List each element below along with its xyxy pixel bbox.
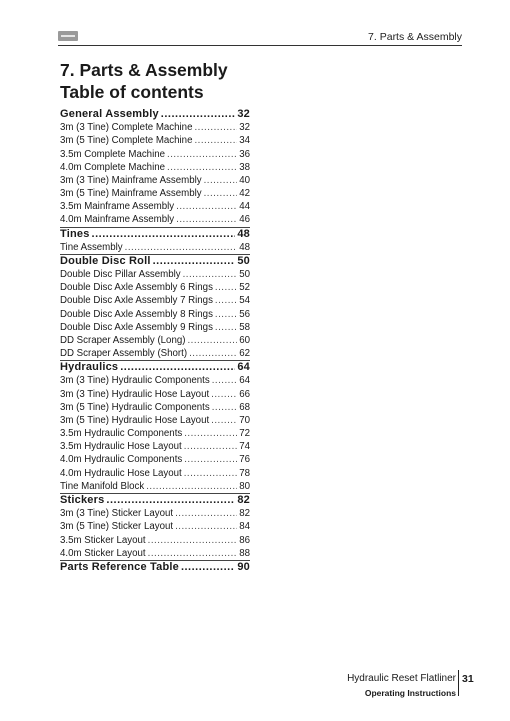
dot-leader [189,347,237,360]
toc-entry-label: DD Scraper Assembly (Long) [60,334,186,346]
toc-entry-label: 4.0m Complete Machine [60,161,165,173]
footer-document-subtitle: Operating Instructions [364,688,456,698]
toc-section-heading[interactable] [60,228,250,241]
toc-section-heading[interactable] [60,108,250,121]
toc-entry-label: 3.5m Hydraulic Components [60,428,183,440]
toc-section [60,228,250,254]
dot-leader [106,494,235,507]
dot-leader [194,121,237,134]
toc-entry[interactable] [60,453,250,466]
toc-entry-page: 36 [239,148,250,160]
toc-entry[interactable] [60,440,250,453]
toc-section-heading-label: Parts Reference Table [60,560,179,573]
toc-section [60,561,250,574]
toc-entry[interactable] [60,281,250,294]
header-section-title: 7. Parts & Assembly [368,31,462,43]
toc-section-heading-label: General Assembly [60,108,159,120]
toc-entry[interactable] [60,388,250,401]
toc-section-heading[interactable] [60,255,250,268]
dot-leader [215,308,237,321]
toc-section-heading-page: 48 [237,227,250,240]
toc-entry-label: 3.5m Hydraulic Hose Layout [60,441,182,453]
toc-section-heading-label: Tines [60,227,90,240]
toc-entry-page: 48 [239,241,250,253]
brand-logo-icon [58,31,78,41]
toc-entry[interactable] [60,507,250,520]
dot-leader [148,534,238,547]
dot-leader [215,294,237,307]
footer-document-title: Hydraulic Reset Flatliner [347,673,456,684]
toc-section-heading[interactable] [60,494,250,507]
dot-leader [184,467,238,480]
dot-leader [92,228,236,241]
dot-leader [146,480,237,493]
toc-entry-page: 62 [239,348,250,360]
toc-entry[interactable] [60,414,250,427]
toc-entry-page: 44 [239,201,250,213]
table-of-contents [60,108,250,574]
toc-entry-page: 54 [239,295,250,307]
dot-leader [176,200,237,213]
toc-entry-label: 4.0m Hydraulic Hose Layout [60,467,182,479]
toc-entry-label: Tine Manifold Block [60,480,145,492]
dot-leader [204,174,238,187]
toc-entry-page: 72 [239,428,250,440]
toc-entry[interactable] [60,520,250,533]
toc-entry[interactable] [60,534,250,547]
toc-entry[interactable] [60,213,250,226]
toc-entry-page: 38 [239,161,250,173]
dot-leader [204,187,238,200]
dot-leader [161,108,236,121]
toc-entry-page: 68 [239,401,250,413]
toc-section-heading-label: Stickers [60,493,105,506]
dot-leader [125,241,238,254]
toc-entry-label: 4.0m Sticker Layout [60,547,146,559]
dot-leader [212,401,238,414]
dot-leader [184,453,237,466]
dot-leader [167,161,237,174]
toc-entry-page: 46 [239,214,250,226]
toc-entry-page: 74 [239,441,250,453]
dot-leader [211,414,237,427]
toc-entry-label: 3m (3 Tine) Complete Machine [60,122,193,134]
toc-section [60,255,250,360]
toc-entry-page: 66 [239,388,250,400]
toc-entry-label: 3m (5 Tine) Hydraulic Components [60,401,210,413]
toc-entry-label: Double Disc Axle Assembly 6 Rings [60,282,213,294]
toc-entry-label: 3.5m Mainframe Assembly [60,201,175,213]
toc-entry-label: Double Disc Axle Assembly 7 Rings [60,295,213,307]
toc-entry-page: 40 [239,174,250,186]
dot-leader [215,281,237,294]
toc-entry[interactable] [60,200,250,213]
toc-entry-label: 3m (3 Tine) Mainframe Assembly [60,174,202,186]
toc-entry-page: 34 [239,135,250,147]
dot-leader [211,388,237,401]
toc-section-heading[interactable] [60,561,250,574]
dot-leader [175,507,237,520]
toc-entry[interactable] [60,467,250,480]
toc-entry-label: 3m (5 Tine) Mainframe Assembly [60,188,202,200]
toc-section-heading-label: Hydraulics [60,361,119,374]
toc-entry[interactable] [60,241,250,254]
dot-leader [184,440,238,453]
toc-section [60,494,250,560]
toc-entry-page: 78 [239,467,250,479]
toc-entry[interactable] [60,268,250,281]
toc-entry[interactable] [60,401,250,414]
toc-entry-page: 84 [239,521,250,533]
toc-entry-page: 82 [239,508,250,520]
toc-section-heading-page: 50 [237,254,250,267]
toc-entry-page: 60 [239,334,250,346]
toc-entry[interactable] [60,148,250,161]
toc-entry-label: 4.0m Hydraulic Components [60,454,183,466]
toc-entry-label: 4.0m Mainframe Assembly [60,214,175,226]
toc-entry[interactable] [60,374,250,387]
toc-section-heading-page: 90 [237,560,250,573]
toc-section-heading-page: 82 [237,493,250,506]
toc-entry-label: Double Disc Axle Assembly 9 Rings [60,321,213,333]
dot-leader [184,427,237,440]
page-number: 31 [462,673,474,685]
toc-entry-page: 56 [239,308,250,320]
dot-leader [176,213,237,226]
toc-entry[interactable] [60,480,250,493]
dot-leader [175,520,237,533]
footer-divider [458,670,459,696]
dot-leader [187,334,237,347]
toc-entry-label: 3m (5 Tine) Hydraulic Hose Layout [60,414,210,426]
toc-entry[interactable] [60,321,250,334]
toc-entry[interactable] [60,187,250,200]
toc-entry[interactable] [60,334,250,347]
dot-leader [153,255,236,268]
toc-entry-label: 3.5m Sticker Layout [60,534,146,546]
toc-section [60,361,250,493]
toc-entry[interactable] [60,347,250,360]
toc-section [60,108,250,227]
toc-title: Table of contents [60,82,204,102]
toc-entry[interactable] [60,174,250,187]
dot-leader [194,134,237,147]
page-title: 7. Parts & Assembly [60,60,228,80]
toc-entry-page: 88 [239,547,250,559]
dot-leader [181,561,235,574]
toc-entry-label: 3m (5 Tine) Complete Machine [60,135,193,147]
toc-entry[interactable] [60,294,250,307]
toc-entry-page: 70 [239,414,250,426]
toc-entry-label: 3m (3 Tine) Sticker Layout [60,508,174,520]
toc-entry-label: 3m (3 Tine) Hydraulic Hose Layout [60,388,210,400]
toc-entry-label: Tine Assembly [60,241,123,253]
toc-entry-page: 52 [239,282,250,294]
toc-entry-label: Double Disc Pillar Assembly [60,269,181,281]
toc-section-heading-label: Double Disc Roll [60,254,151,267]
toc-entry[interactable] [60,134,250,147]
toc-entry[interactable] [60,547,250,560]
toc-entry-label: 3m (5 Tine) Sticker Layout [60,521,174,533]
toc-entry[interactable] [60,427,250,440]
toc-entry-page: 76 [239,454,250,466]
dot-leader [148,547,238,560]
header-divider [58,45,462,46]
toc-section-heading-page: 64 [237,361,250,374]
dot-leader [167,148,237,161]
dot-leader [183,268,238,281]
dot-leader [215,321,237,334]
toc-entry-label: 3.5m Complete Machine [60,148,165,160]
toc-entry-label: Double Disc Axle Assembly 8 Rings [60,308,213,320]
toc-entry-label: DD Scraper Assembly (Short) [60,348,188,360]
toc-entry[interactable] [60,161,250,174]
toc-entry-page: 86 [239,534,250,546]
toc-entry-page: 80 [239,480,250,492]
toc-section-heading-page: 32 [237,108,250,120]
dot-leader [120,361,235,374]
toc-section-heading[interactable] [60,361,250,374]
toc-entry-page: 58 [239,321,250,333]
toc-entry-page: 42 [239,188,250,200]
toc-entry[interactable] [60,308,250,321]
toc-entry[interactable] [60,121,250,134]
dot-leader [212,374,238,387]
toc-entry-page: 64 [239,375,250,387]
toc-entry-page: 32 [239,122,250,134]
toc-entry-label: 3m (3 Tine) Hydraulic Components [60,375,210,387]
toc-entry-page: 50 [239,269,250,281]
